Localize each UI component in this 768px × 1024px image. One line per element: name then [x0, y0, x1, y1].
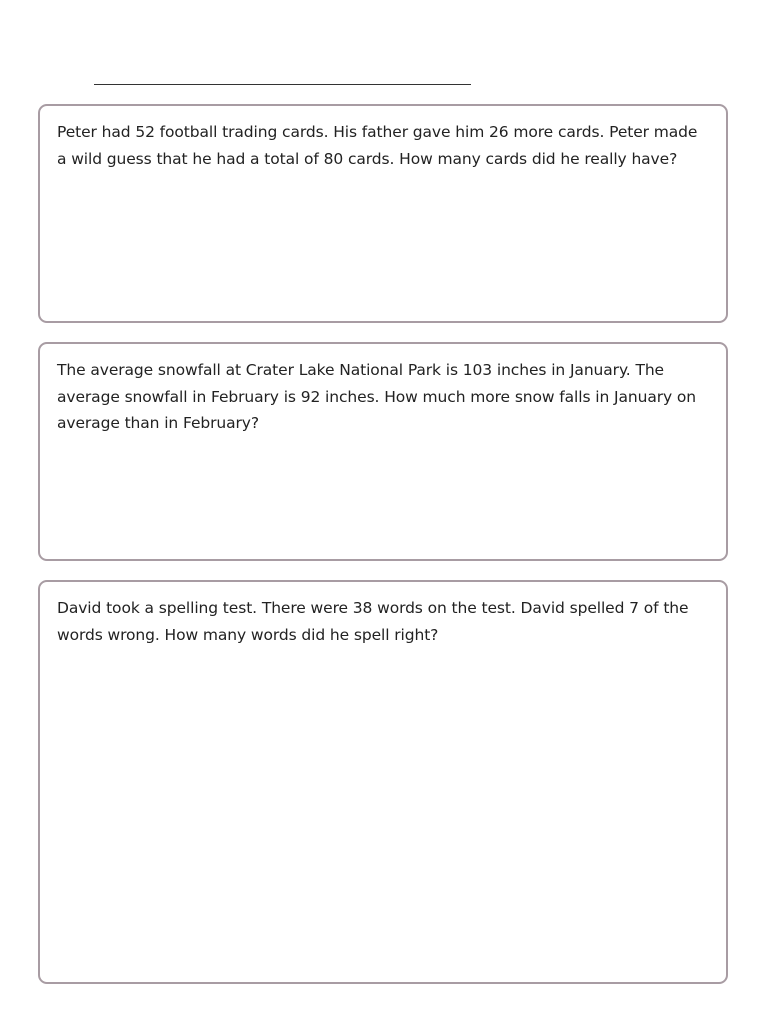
- problem-box-2[interactable]: [38, 342, 728, 561]
- name-line: [94, 84, 471, 85]
- problem-text: The average snowfall at Crater Lake National Park is 103 inches in January. The average snowfall in February is 92 inches. How much more snow falls in January on average than in February?: [57, 361, 697, 432]
- problem-text: David took a spelling test. There were 38 words on the test. David spelled 7 of the words wrong. How many words did he spell right?: [57, 599, 689, 644]
- problem-box-3[interactable]: [38, 580, 728, 984]
- problem-box-1[interactable]: [38, 104, 728, 323]
- problem-text: Peter had 52 football trading cards. His father gave him 26 more cards. Peter made a wild guess that he had a total of 80 cards. How many cards did he really have?: [57, 123, 698, 168]
